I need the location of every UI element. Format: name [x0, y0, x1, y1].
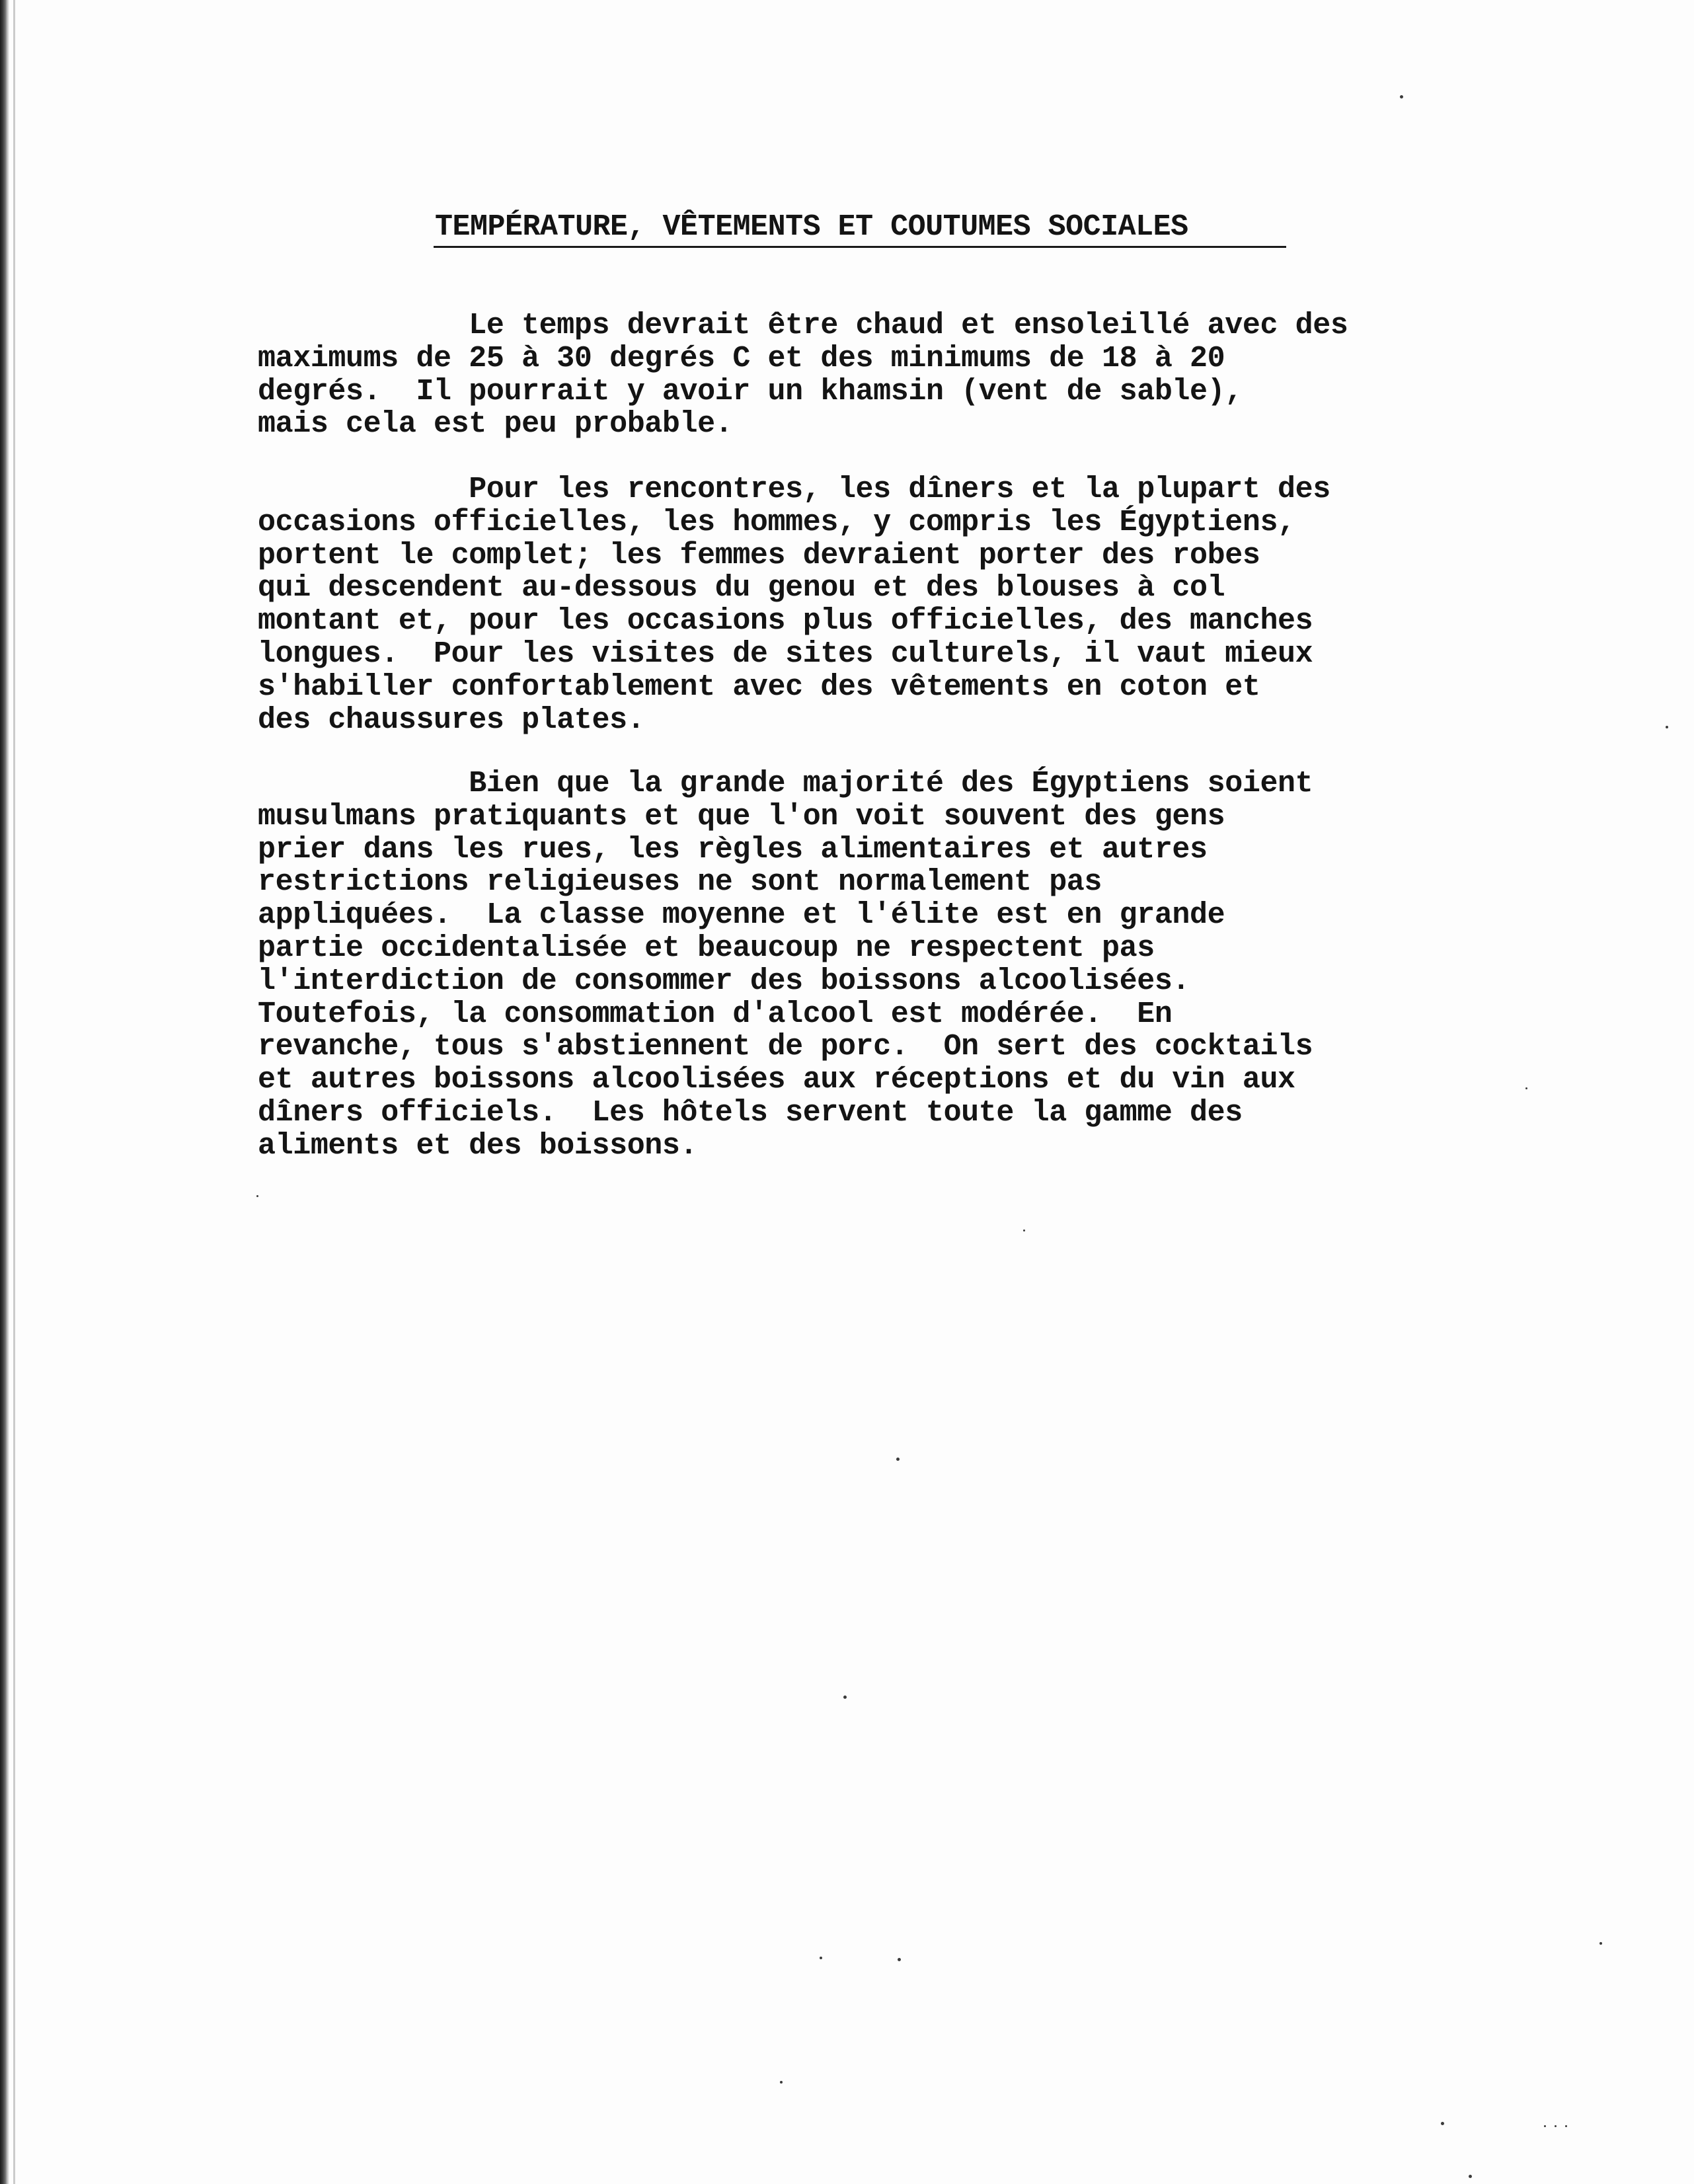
- page-title: TEMPÉRATURE, VÊTEMENTS ET COUTUMES SOCIALES: [435, 210, 1188, 244]
- paragraph-clothing: Pour les rencontres, les dîners et la plupart des occasions officielles, les hommes, y compris les Égyptiens, portent le complet; les femmes devraient porter des robes qui descendent au-dessous du genou et des blouses à col montant et, pour les occasions plus officielles, des manches longues. Pour les visites de sites culturels, il vaut mieux s'habiller confortablement avec des vêtements en coton et des chaussures plates.: [258, 473, 1330, 737]
- scan-edge-line: [13, 0, 15, 2184]
- scan-speck: [780, 2081, 783, 2084]
- title-underline: [434, 246, 1286, 248]
- scan-speck: [1544, 2125, 1546, 2127]
- scan-speck: [896, 1458, 900, 1461]
- scan-speck: [1400, 95, 1403, 98]
- paragraph-weather: Le temps devrait être chaud et ensoleillé avec des maximums de 25 à 30 degrés C et des minimums de 18 à 20 degrés. Il pourrait y avoir un khamsin (vent de sable), mais cela est peu probable.: [258, 309, 1348, 442]
- scan-speck: [1565, 2125, 1567, 2127]
- scan-speck: [1599, 1942, 1602, 1945]
- scan-speck: [1469, 2175, 1472, 2178]
- scan-speck: [1441, 2122, 1444, 2125]
- scan-speck: [820, 1957, 822, 1959]
- scan-speck: [1023, 1229, 1025, 1231]
- scan-speck: [256, 1195, 258, 1197]
- paragraph-customs: Bien que la grande majorité des Égyptiens soient musulmans pratiquants et que l'on voit souvent des gens prier dans les rues, les règles alimentaires et autres restrictions religieuses ne sont normalement pas appliquées. La classe moyenne et l'élite est en grande partie occidentalisée et beaucoup ne respectent pas l'interdiction de consommer des boissons alcoolisées. Toutefois, la consommation d'alcool est modérée. En revanche, tous s'abstiennent de porc. On sert des cocktails et autres boissons alcoolisées aux réceptions et du vin aux dîners officiels. Les hôtels servent toute la gamme des aliments et des boissons.: [258, 767, 1313, 1163]
- scan-speck: [843, 1696, 847, 1699]
- scan-speck: [898, 1958, 901, 1961]
- scan-speck: [1555, 2125, 1557, 2127]
- scan-speck: [1666, 726, 1668, 728]
- scan-binding-edge: [0, 0, 9, 2184]
- scan-speck: [1525, 1087, 1527, 1089]
